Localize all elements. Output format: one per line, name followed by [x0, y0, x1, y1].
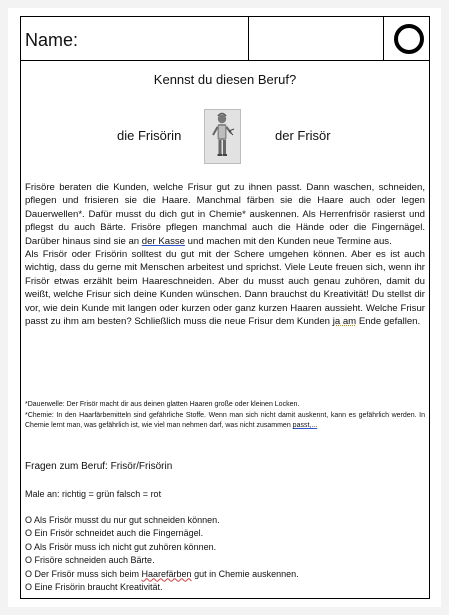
word-female: die Frisörin [117, 128, 182, 143]
statement-item[interactable] [25, 568, 299, 581]
page [8, 8, 441, 607]
page-title: Kennst du diesen Beruf? [153, 72, 297, 87]
statement-item[interactable]: O Als Frisör muss ich nicht gut zuhören können. [25, 541, 217, 552]
footnotes [25, 400, 425, 432]
circle-icon [394, 24, 424, 54]
statement-text: O Der Frisör muss sich beim [25, 568, 142, 579]
header-divider [248, 17, 249, 60]
color-legend: Male an: richtig = grün falsch = rot [25, 489, 162, 499]
statement-text-end: gut in Chemie auskennen. [191, 568, 299, 579]
hairdresser-figure-icon [204, 109, 241, 164]
hairdresser-figure-svg [205, 110, 240, 163]
worksheet [20, 16, 430, 599]
header-divider [383, 17, 384, 60]
word-male: der Frisör [275, 128, 331, 143]
misspelled-word: Haarefärben [141, 568, 192, 579]
statement-item[interactable]: O Frisöre schneiden auch Bärte. [25, 555, 155, 566]
footnote-chemie-link: passt,... [292, 422, 318, 430]
paragraph-1-text: Frisöre beraten die Kunden, welche Frisur gut zu ihnen passt. Dann waschen, schneiden, pflegen und frisieren sie die Haare. Manchmal färben sie die Haare auch oder legen Dauerwellen*. Dafür musst du dich gut in Chemie* auskennen. Als Herrenfrisör rasierst und pflegst du auch Bärte. Frisöre pflegen manchmal auch die Hände oder die Fingernägel. Darüber hinaus sind sie an [25, 182, 425, 247]
marked-phrase: ja am [332, 316, 357, 328]
questions-title: Fragen zum Beruf: Frisör/Frisörin [25, 461, 173, 472]
paragraph-2 [25, 248, 425, 328]
header-bar [21, 17, 429, 61]
underlined-phrase: der Kasse [141, 235, 185, 247]
statement-item[interactable]: O Eine Frisörin braucht Kreativität. [25, 582, 163, 593]
paragraph-1-end: und machen mit den Kunden neue Termine aus. [185, 235, 392, 247]
name-label: Name: [25, 30, 79, 50]
paragraph-1 [25, 181, 425, 248]
statement-list [25, 514, 299, 594]
statement-item[interactable]: O Ein Frisör schneidet auch die Fingernägel. [25, 528, 204, 539]
statement-item[interactable]: O Als Frisör musst du nur gut schneiden können. [25, 515, 220, 525]
footnote-chemie [25, 411, 425, 432]
footnote-chemie-text: *Chemie: In den Haarfärbemitteln sind gefährliche Stoffe. Wenn man sich nicht damit auskennt, kann es gefährlich werden. In Chemie lernt man, was gefährlich ist, wie viel man nehmen darf, was nicht zusammen [25, 411, 425, 430]
paragraph-2-end: Ende gefallen. [356, 316, 421, 328]
paragraph-2-text: Als Frisör oder Frisörin solltest du gut mit der Schere umgehen können. Aber es ist auch wichtig, dass du gerne mit Menschen arbeitest und sprichst. Viele Leute freuen sich, wenn ihr Frisör etwas erzählt beim Haareschneiden. Aber du musst auch genau zuhören, damit du weißt, welche Frisur sich deine Kunden wünschen. Dann brauchst du Kreativität! Du stellst dir vor, wie dein Kunde mit langen oder kurzen oder ganz kurzen Haaren aussieht. Welche Frisur passt zu ihm am besten? Schließlich muss die neue Frisur dem Kunden [25, 249, 425, 328]
footnote-dauerwelle: *Dauerwelle: Der Frisör macht dir aus deinen glatten Haaren große oder kleinen Locken. [25, 401, 300, 408]
body-text [25, 181, 425, 328]
